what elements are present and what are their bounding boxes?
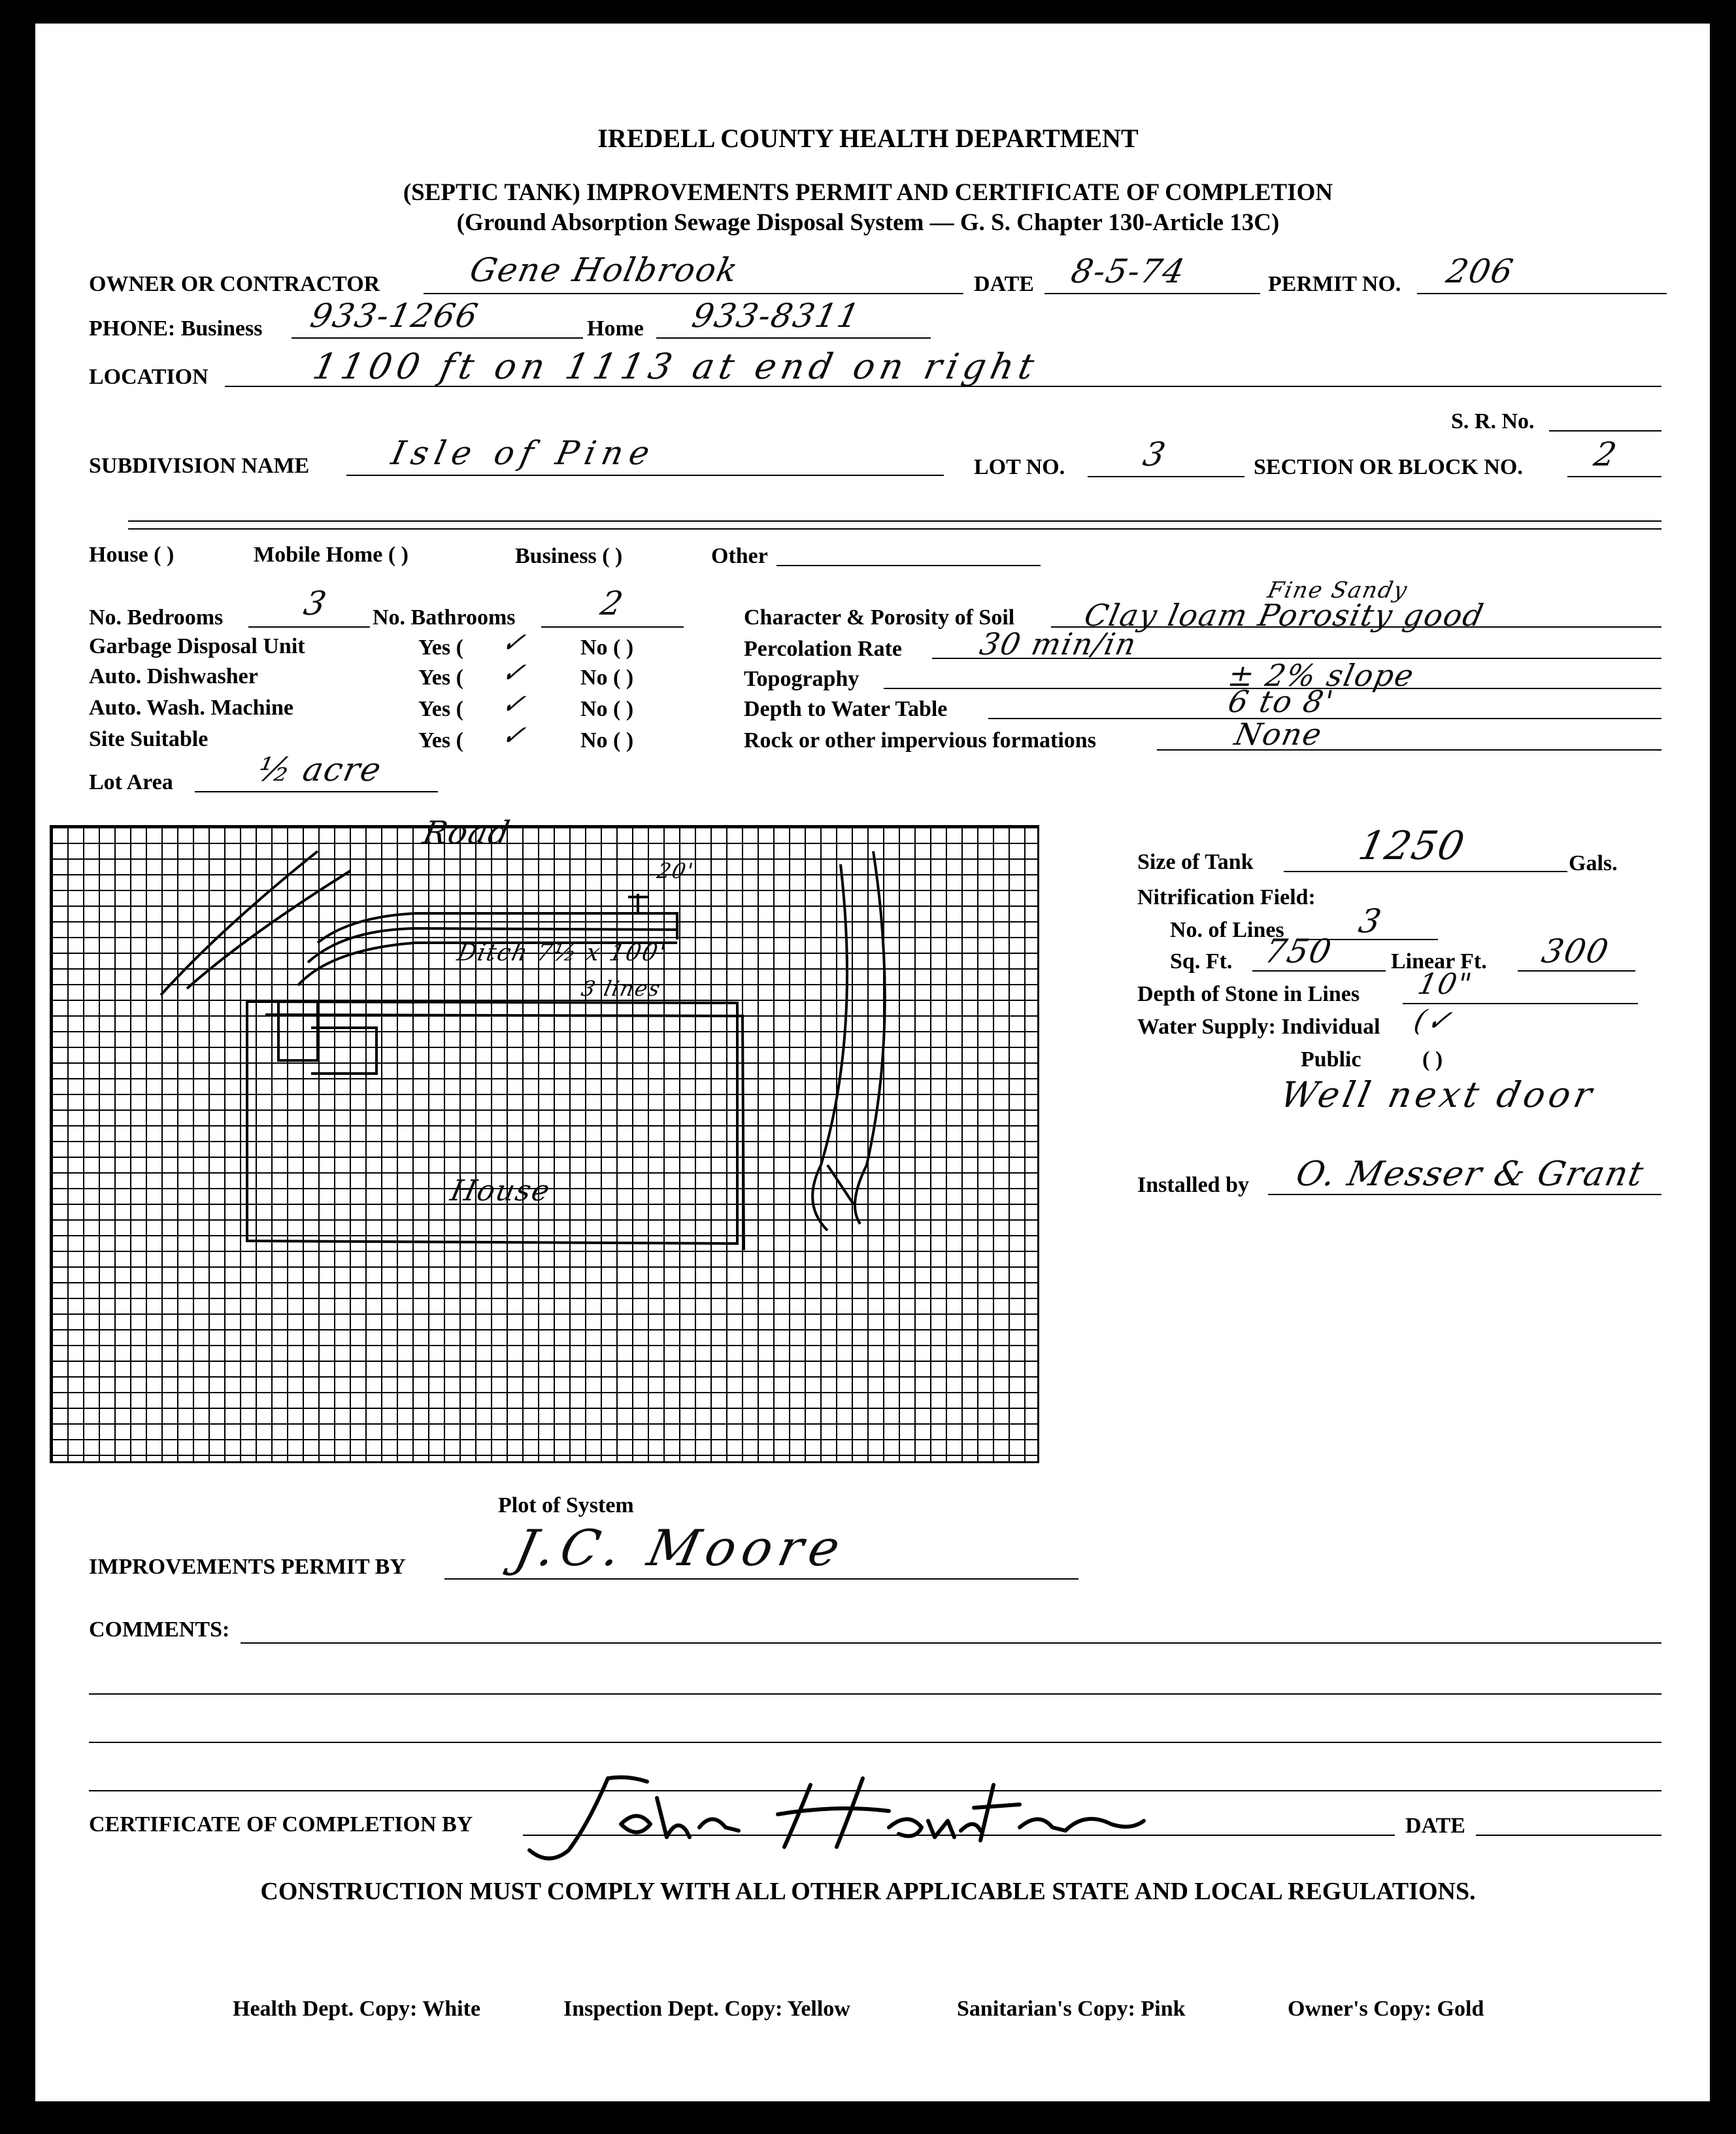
completion-label: CERTIFICATE OF COMPLETION BY (89, 1812, 473, 1837)
lines-count-label: No. of Lines (1170, 918, 1284, 942)
divider-upper (128, 520, 1661, 522)
lot-no-line (1088, 476, 1244, 477)
copy-health-dept: Health Dept. Copy: White (233, 1997, 481, 2021)
bedrooms-value: 3 (300, 584, 331, 622)
check-no-washer: No ( ) (580, 697, 634, 721)
plot-sketch (50, 825, 1035, 1459)
section-line (1567, 476, 1661, 477)
improvements-permit-line (444, 1578, 1078, 1580)
sqft-value: 750 (1261, 932, 1336, 970)
lot-no-label: LOT NO. (974, 455, 1065, 479)
check-mark-washer: ✓ (498, 688, 530, 720)
bathrooms-value: 2 (597, 584, 627, 622)
topography-value: ± 2% slope (1225, 658, 1418, 693)
bedrooms-label: No. Bedrooms (89, 605, 224, 630)
bedrooms-line (248, 626, 370, 628)
date-line (1044, 293, 1260, 294)
tank-size-line (1284, 871, 1567, 872)
phone-home-value: 933-8311 (688, 297, 864, 335)
phone-business-value: 933-1266 (307, 297, 482, 335)
sr-no-label: S. R. No. (1451, 409, 1535, 433)
check-no-site: No ( ) (580, 728, 634, 753)
plot-dimension-label: 20' (654, 858, 697, 883)
percolation-value: 30 min/in (976, 626, 1141, 662)
permit-label: PERMIT NO. (1268, 272, 1401, 296)
check-mark-garbage: ✓ (498, 626, 530, 658)
soil-label: Character & Porosity of Soil (744, 605, 1015, 630)
check-mark-dishwasher: ✓ (498, 656, 530, 688)
completion-date-line (1476, 1835, 1661, 1836)
sr-no-line (1549, 430, 1661, 432)
completion-date-label: DATE (1405, 1814, 1465, 1838)
form-subtitle: (Ground Absorption Sewage Disposal System — G. S. Chapter 130-Article 13C) (456, 209, 1280, 236)
plot-road-label: Road (420, 815, 514, 851)
water-supply-label: Water Supply: Individual (1137, 1015, 1380, 1039)
comments-line-3 (89, 1742, 1661, 1743)
phone-business-label: PHONE: Business (89, 316, 263, 341)
check-no-dishwasher: No ( ) (580, 666, 634, 690)
plot-caption: Plot of System (498, 1493, 634, 1517)
bathrooms-label: No. Bathrooms (373, 605, 516, 630)
subdivision-line (346, 475, 944, 476)
location-value: 1100 ft on 1113 at end on right (309, 346, 1043, 387)
department-heading: IREDELL COUNTY HEALTH DEPARTMENT (597, 124, 1139, 153)
installed-by-line (1268, 1194, 1661, 1195)
copy-sanitarian: Sanitarian's Copy: Pink (957, 1997, 1186, 2021)
bathrooms-line (541, 626, 684, 628)
phone-home-line (656, 337, 931, 339)
soil-note: Fine Sandy (1265, 577, 1410, 603)
plot-lines-label: 3 lines (578, 976, 664, 1001)
installed-by-label: Installed by (1137, 1173, 1249, 1197)
check-label-site: Site Suitable (89, 727, 209, 751)
divider-lower (128, 528, 1661, 530)
tank-gals-label: Gals. (1569, 851, 1618, 875)
section-label: SECTION OR BLOCK NO. (1254, 455, 1523, 479)
type-house: House ( ) (89, 543, 175, 567)
lot-area-line (195, 791, 438, 792)
date-value: 8-5-74 (1067, 252, 1190, 290)
percolation-label: Percolation Rate (744, 637, 903, 661)
stone-depth-value: 10" (1414, 968, 1476, 1001)
linear-ft-line (1518, 970, 1635, 972)
sqft-line (1252, 970, 1386, 972)
owner-label: OWNER OR CONTRACTOR (89, 272, 380, 296)
rock-value: None (1231, 717, 1326, 752)
check-mark-site: ✓ (498, 719, 530, 751)
water-table-value: 6 to 8' (1225, 684, 1338, 719)
lot-area-label: Lot Area (89, 770, 173, 794)
water-supply-individual-mark: (✓ (1410, 1004, 1456, 1038)
type-mobile-home: Mobile Home ( ) (254, 543, 409, 567)
copy-inspection-dept: Inspection Dept. Copy: Yellow (563, 1997, 850, 2021)
type-other-line (776, 565, 1041, 566)
water-supply-public-label: Public (1301, 1047, 1361, 1072)
subdivision-label: SUBDIVISION NAME (89, 454, 310, 478)
installed-by-value: O. Messer & Grant (1292, 1155, 1648, 1194)
lines-count-value: 3 (1355, 902, 1386, 940)
check-yes-garbage: Yes ( (418, 635, 463, 660)
lot-area-value: ½ acre (254, 751, 386, 788)
subdivision-value: Isle of Pine (388, 434, 659, 472)
nitrification-label: Nitrification Field: (1137, 885, 1316, 909)
water-supply-public-mark: ( ) (1422, 1047, 1443, 1072)
sqft-label: Sq. Ft. (1170, 949, 1233, 974)
completion-signature (523, 1759, 1150, 1870)
linear-ft-value: 300 (1538, 932, 1613, 970)
copy-owner: Owner's Copy: Gold (1288, 1997, 1484, 2021)
section-value: 2 (1590, 435, 1621, 473)
permit-line (1417, 293, 1667, 294)
improvements-permit-value: J.C. Moore (510, 1519, 852, 1577)
comments-label: COMMENTS: (89, 1617, 230, 1642)
date-label: DATE (974, 272, 1034, 296)
check-label-dishwasher: Auto. Dishwasher (89, 664, 258, 688)
check-label-washer: Auto. Wash. Machine (89, 696, 293, 720)
owner-line (424, 293, 963, 294)
tank-size-value: 1250 (1354, 823, 1470, 869)
comments-line-1 (241, 1642, 1661, 1644)
soil-value: Clay loam Porosity good (1081, 598, 1488, 633)
permit-value: 206 (1443, 252, 1518, 290)
comments-line-2 (89, 1693, 1661, 1695)
phone-business-line (292, 337, 583, 339)
check-no-garbage: No ( ) (580, 635, 634, 660)
location-label: LOCATION (89, 365, 209, 389)
check-yes-site: Yes ( (418, 728, 463, 753)
topography-label: Topography (744, 667, 860, 691)
plot-ditch-label: Ditch 7½ x 100' (454, 940, 669, 966)
phone-home-label: Home (587, 316, 644, 341)
check-label-garbage: Garbage Disposal Unit (89, 634, 305, 658)
water-table-label: Depth to Water Table (744, 697, 948, 721)
check-yes-washer: Yes ( (418, 697, 463, 721)
check-yes-dishwasher: Yes ( (418, 666, 463, 690)
owner-value: Gene Holbrook (466, 251, 743, 289)
compliance-notice: CONSTRUCTION MUST COMPLY WITH ALL OTHER APPLICABLE STATE AND LOCAL REGULATIONS. (260, 1878, 1476, 1905)
tank-size-label: Size of Tank (1137, 850, 1254, 874)
rock-label: Rock or other impervious formations (744, 728, 1096, 753)
stone-depth-label: Depth of Stone in Lines (1137, 982, 1360, 1006)
improvements-permit-label: IMPROVEMENTS PERMIT BY (89, 1555, 406, 1579)
linear-ft-label: Linear Ft. (1391, 949, 1487, 974)
form-title: (SEPTIC TANK) IMPROVEMENTS PERMIT AND CERTIFICATE OF COMPLETION (403, 179, 1333, 206)
lot-no-value: 3 (1139, 435, 1170, 473)
plot-house-label: House (447, 1174, 554, 1208)
type-business: Business ( ) (515, 544, 623, 568)
water-supply-note: Well next door (1277, 1074, 1600, 1115)
type-other-label: Other (711, 544, 768, 568)
